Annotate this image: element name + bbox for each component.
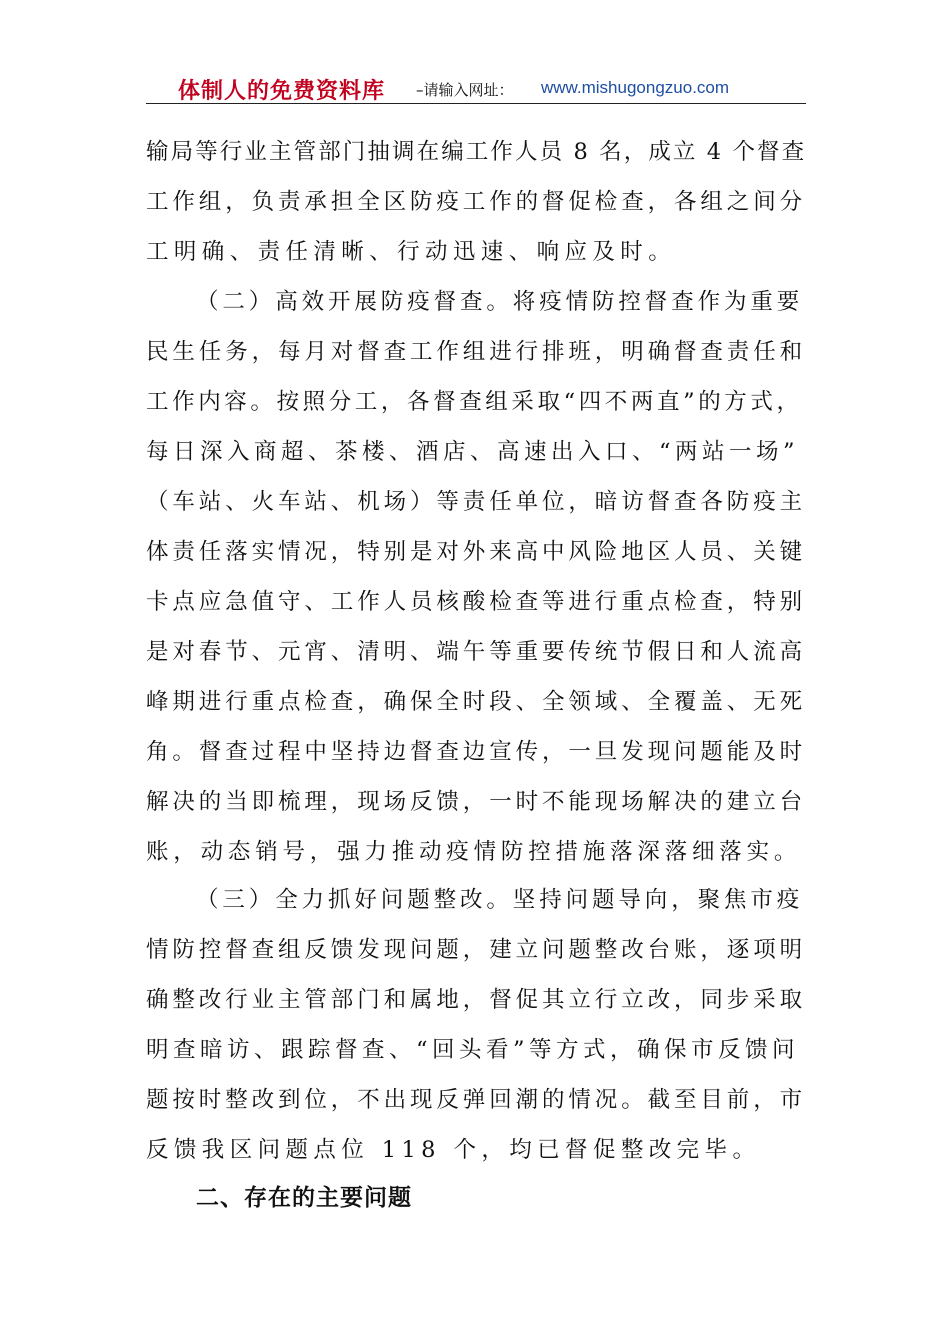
header-divider: [146, 103, 806, 104]
body-line: 是对春节、元宵、清明、端午等重要传统节假日和人流高: [146, 639, 807, 665]
body-line: 峰期进行重点检查，确保全时段、全领域、全覆盖、无死: [146, 689, 807, 715]
paragraph-two-first-line: （二）高效开展防疫督查。将疫情防控督查作为重要: [196, 289, 804, 315]
body-line: 卡点应急值守、工作人员核酸检查等进行重点检查，特别: [146, 589, 807, 615]
body-line: （车站、火车站、机场）等责任单位，暗访督查各防疫主: [146, 489, 807, 515]
body-line: 明查暗访、跟踪督查、“回头看”等方式，确保市反馈问: [146, 1037, 800, 1063]
body-line: 工明确、责任清晰、行动迅速、响应及时。: [146, 239, 677, 265]
page-header: [146, 74, 806, 104]
body-line: 题按时整改到位，不出现反弹回潮的情况。截至目前，市: [146, 1087, 807, 1113]
header-url-link[interactable]: www.mishugongzuo.com: [541, 78, 730, 97]
body-line: 民生任务，每月对督查工作组进行排班，明确督查责任和: [146, 339, 807, 365]
body-line: 角。督查过程中坚持边督查边宣传，一旦发现问题能及时: [146, 739, 807, 765]
section-heading: 二、存在的主要问题: [196, 1185, 412, 1211]
body-line: 反馈我区问题点位 118 个，均已督促整改完毕。: [146, 1137, 761, 1163]
body-line: 体责任落实情况，特别是对外来高中风险地区人员、关键: [146, 539, 807, 565]
body-line: 账，动态销号，强力推动疫情防控措施落深落细落实。: [146, 839, 802, 865]
body-line: 输局等行业主管部门抽调在编工作人员 8 名，成立 4 个督查: [146, 139, 807, 165]
header-url-prompt: –请输入网址：: [416, 81, 514, 99]
body-line: 工作组，负责承担全区防疫工作的督促检查，各组之间分: [146, 189, 807, 215]
body-line: 情防控督查组反馈发现问题，建立问题整改台账，逐项明: [146, 937, 807, 963]
body-line: 确整改行业主管部门和属地，督促其立行立改，同步采取: [146, 987, 807, 1013]
body-line: 解决的当即梳理，现场反馈，一时不能现场解决的建立台: [146, 789, 807, 815]
body-line: 每日深入商超、茶楼、酒店、高速出入口、“两站一场”: [146, 439, 800, 465]
paragraph-three-first-line: （三）全力抓好问题整改。坚持问题导向，聚焦市疫: [196, 887, 804, 913]
header-brand-title: 体制人的免费资料库: [178, 79, 386, 104]
body-line: 工作内容。按照分工，各督查组采取“四不两直”的方式，: [146, 389, 803, 415]
